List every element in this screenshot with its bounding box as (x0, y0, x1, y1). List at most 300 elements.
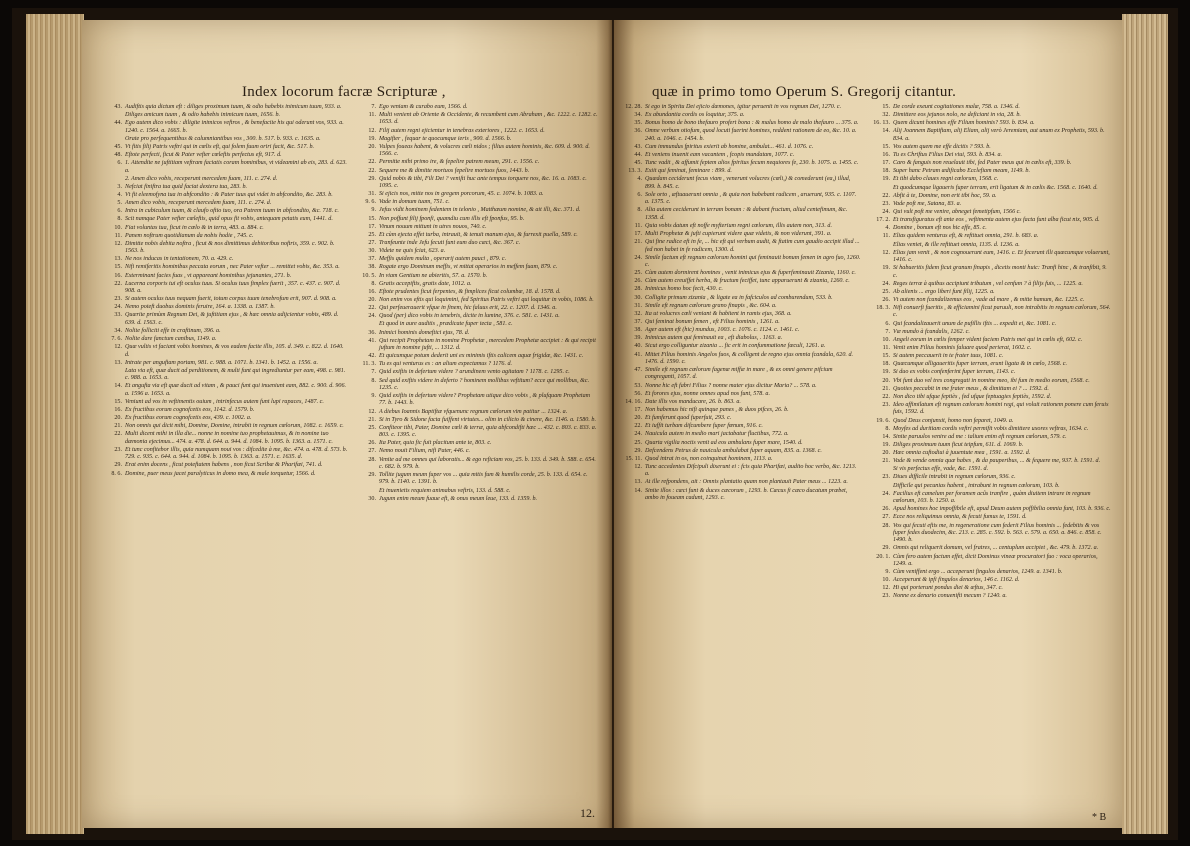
verse-number: 23. (882, 593, 890, 600)
verse-number: 10. (882, 577, 890, 584)
verse-text: Et tibi dabo claues regni cœlorum, 1568. c. (893, 176, 999, 183)
verse-number: 53. (634, 382, 642, 389)
index-entry (358, 273, 598, 280)
verse-text: Scit namque Pater vefter cœleftis, quid opus fit vobis, antequam petatis eum, 1441. d. (125, 216, 333, 223)
index-entry (104, 192, 348, 199)
verse-number: 16. 13. (873, 120, 890, 127)
verse-number: 7. (885, 328, 890, 335)
index-entry (104, 112, 348, 119)
verse-number (104, 176, 125, 183)
verse-text: Diliges proximum tuum ficut teipfum, 611. d. 1069. b. (893, 441, 1024, 448)
verse-number (104, 368, 125, 383)
verse-number: 43. (634, 143, 642, 150)
verse-text: Non dico tibi ufque feptiès , fed ufque feptuagies feptiès, 1592. d. (893, 393, 1052, 400)
index-entry (358, 338, 598, 353)
verse-text: 1. Attendite ne juftitiam veftram faciatis coram hominibus, vt videamini ab eis, 283. d. 623. a. (125, 160, 347, 174)
verse-number: 16. (882, 152, 890, 159)
verse-text: Non poffunt filij fponfi, quamdiu cum illis eft fponfus, 95. b. (379, 215, 525, 222)
verse-text: Abfit à te, Domine, non erit tibi hoc, 59. a. (893, 192, 997, 199)
verse-text: Si ego in Spiritu Dei ejicio dæmones, igitur peruenit in vos regnum Dei, 1270. c. (645, 104, 842, 110)
verse-number: 17. (634, 231, 642, 238)
verse-text: Sinite illos : cæci funt & duces cæcorum , 1293. b. Cæcus fi cæco ducatum præbet, ambo in foueam cadunt, 1293. c. (645, 487, 848, 501)
index-entry (104, 471, 348, 478)
verse-number: 11. (882, 233, 890, 240)
index-entry (872, 225, 1112, 232)
right-page (614, 20, 1122, 828)
verse-number: 25. (634, 270, 642, 277)
verse-number: 6. (117, 160, 122, 167)
verse-number: 18. 3. (876, 305, 890, 312)
index-entry (872, 112, 1112, 119)
index-entry (104, 233, 348, 240)
verse-number: 22. (114, 431, 122, 438)
index-entry (624, 295, 862, 302)
verse-number: 20. (368, 296, 376, 303)
verse-text: Acceperunt & ipfi fingulos denarios, 146 c. 1162. d. (893, 577, 1020, 584)
index-entry (358, 289, 598, 296)
verse-text: Inimici hominis domeftici ejus, 78. d. (379, 329, 470, 336)
index-entry (358, 440, 598, 447)
verse-number: 15. (882, 104, 890, 110)
index-entry (104, 360, 348, 367)
verse-text: Eftote perfecti, ficut & Pater vefter cœleftis perfectus eft, 917. d. (125, 152, 282, 159)
verse-text: Omne verbum otiofum, quod locuti fuerint homines, reddent rationem de eo, &c. 10. a. 240. a. 1046. c. 1454. b. (645, 128, 857, 142)
index-entry (872, 289, 1112, 296)
verse-number: 15. (114, 264, 122, 271)
index-entry (872, 345, 1112, 352)
index-entry (624, 479, 862, 486)
index-entry (624, 168, 862, 175)
verse-text: Venite ad me omnes qui laboratis... & ego reficiam vos, 25. b. 133. d. 349. b. 588. c. 654. c. 682. b. 979. b. (379, 456, 596, 470)
verse-number: 12. (882, 249, 890, 256)
verse-text: Omnis qui reliquerit domum, vel fratres, ... centuplum accipiet , &c. 479. b. 1372. a. (893, 545, 1099, 552)
index-entry (872, 442, 1112, 449)
index-entry (624, 407, 862, 414)
index-entry (358, 224, 598, 231)
verse-number: 14. 16. (625, 398, 642, 405)
verse-text: Veniunt ad vos in veftimentis ouium , intrinfecus autem funt lupi rapaces, 1487. c. (125, 398, 324, 405)
verse-number: 32. (634, 310, 642, 317)
index-entry (624, 311, 862, 318)
verse-number: 12. 28. (625, 104, 642, 110)
verse-number: 11. (368, 112, 376, 119)
index-entry (872, 128, 1112, 143)
index-entry (624, 383, 862, 390)
verse-number: 28. (368, 456, 376, 463)
verse-text: Quid nobis & tibi, Fili Dei ? veniſti huc ante tempus torquere nos, &c. 16. a. 1083. c. 1095. c. (379, 175, 587, 190)
verse-number: 24. (882, 209, 890, 216)
verse-text: Vade in domum tuam, 751. c. (379, 199, 450, 206)
verse-text: Bonus homo de bono thefauro profert bona : & malus homo de malo thefauro ... 375. a. (645, 120, 859, 127)
index-entry (624, 239, 862, 254)
verse-number: 34. (114, 327, 122, 334)
verse-text: Multi dicent mihi in illa die... nonne in nomine tuo prophetauimus, & in nomine tuo dæmonia ejecimus... 474. a. 478. d. 644. a. 944. d. 1084. b. 1095. b. 1363. a. 1571. c. (125, 431, 333, 445)
index-entry (358, 159, 598, 166)
verse-number: 11. (882, 345, 890, 352)
verse-text: Et tunc confitebor illis, quia numquam noui vos : difcedite à me, &c. 474. a. 478. d. 573. b. 729. c. 935. c. 644. a. 944. d. 1084. b. 1095. b. 1363. a. 1571. c. 1635. d. (125, 446, 348, 461)
verse-text: Qui fcandalizauerit unum de pufillis iftis ... expedit ei, &c. 1081. c. (893, 320, 1057, 327)
verse-text: Quæcumque alligaueritis fuper terram, erunt ligata & in cœlo, 1568. c. (893, 361, 1067, 368)
index-entry (358, 232, 598, 239)
index-entry (624, 160, 862, 167)
verse-text: Nonne ex denario conuenifti mecum ? 1240. a. (893, 593, 1007, 600)
index-entry (104, 336, 348, 343)
verse-number: 20. 1. (876, 553, 890, 560)
right-column-2 (872, 104, 1112, 602)
verse-text: Sicut ergo colliguntur zizania ... fic erit in confummatione fæculi, 1261. a. (645, 343, 826, 350)
index-entry (104, 462, 348, 469)
verse-text: Si autem peccauerit in te frater tuus, 1081. c. (893, 353, 1004, 360)
index-entry (104, 208, 348, 215)
verse-text: Vos autem quem me effe dicitis ? 593. b. (893, 143, 991, 150)
index-entry (358, 393, 598, 408)
verse-text: Quod Deus conjunxit, homo non feparet, 1049. a. (893, 417, 1014, 424)
verse-text: Caro & fanguis non reuelauit tibi, fed Pater meus qui in cœlis eft, 339. b. (893, 160, 1072, 167)
verse-number: 23. (882, 402, 890, 409)
verse-number: 30. (634, 294, 642, 301)
index-entry (358, 281, 598, 288)
verse-number: 26. (368, 440, 376, 447)
verse-number: 17. (634, 406, 642, 413)
index-entry (872, 337, 1112, 344)
index-entry (104, 200, 348, 207)
right-column-1 (624, 104, 862, 503)
left-column-1 (104, 104, 348, 479)
verse-number: 12. (114, 344, 122, 351)
index-entry (624, 391, 862, 398)
index-entry (624, 270, 862, 277)
index-entry (104, 144, 348, 151)
verse-text: Permitte mihi primo ire, & fepelire patrem meum, 291. c. 1556. c. (379, 159, 540, 166)
index-entry (624, 464, 862, 479)
verse-number: 24. (114, 304, 122, 311)
verse-number: 24. (882, 280, 890, 287)
index-entry (624, 319, 862, 326)
index-entry (358, 104, 598, 111)
verse-number: 26. (882, 506, 890, 513)
verse-number: 16. (114, 406, 122, 413)
index-entry (104, 399, 348, 406)
verse-number: 48. (114, 152, 122, 159)
index-entry (872, 120, 1112, 127)
verse-text: Ideo affimilatum eft regnum cœlorum homini regi, qui voluit rationem ponere cum feruis fuis, 1592. d. (893, 402, 1109, 416)
index-entry (358, 361, 598, 368)
verse-number: 29. (368, 472, 376, 479)
index-entry (872, 168, 1112, 175)
verse-text: Domine, puer meus jacet paralyticus in domo mea, & male torquetur, 1566. d. (125, 470, 316, 477)
verse-number: 21. (882, 458, 890, 465)
index-entry (104, 136, 348, 143)
verse-text: Elias quidem venturus eft, & reftituet omnia, 291. b. 683. a. (893, 233, 1039, 240)
index-entry (624, 415, 862, 422)
verse-text: Dimittere eos jejunos nolo, ne deficiant in via, 28. b. (893, 112, 1021, 119)
verse-number: 27. (368, 448, 376, 455)
verse-text: Venit enim Filius hominis faluare quod perierat, 1602. c. (893, 345, 1032, 352)
verse-text: Cùm fero autem factum effet, dicit Dominus vineæ procuratori fuo : voca operarios, 1249. a. (893, 553, 1098, 567)
verse-text: Et quod in aure auditis , prædicate fuper tecta , 581. c. (379, 321, 513, 328)
index-entry (104, 104, 348, 111)
index-entry (872, 321, 1112, 328)
index-entry (624, 440, 862, 447)
verse-number: 19. (882, 176, 890, 183)
verse-text: Ab alienis ... ergo liberi funt filij, 1225. a. (893, 288, 995, 295)
verse-text: Non omnis qui dicit mihi, Domine, Domine, intrabit in regnum cœlorum, 1082. c. 1659. c. (125, 423, 344, 430)
index-entry (358, 256, 598, 263)
index-entry (624, 327, 862, 334)
index-entry (872, 394, 1112, 401)
verse-number: 8. (637, 207, 642, 214)
verse-number: 9. (885, 568, 890, 575)
verse-text: Nolite folliciti effe in craftinum, 396. a. (125, 327, 221, 334)
verse-text: Quoties peccabit in me frater meus , & dimittam ei ? ... 1592. d. (893, 385, 1049, 392)
verse-number: 6. (637, 191, 642, 198)
index-entry (872, 201, 1112, 208)
verse-number: 8. 6. (111, 470, 122, 477)
verse-text: Exiit qui feminat, feminare : 899. d. (645, 168, 732, 175)
index-entry (872, 176, 1112, 183)
verse-text: Ecce nos reliquimus omnia, & fecuti fumus te, 1591. d. (893, 514, 1027, 521)
index-entry (872, 217, 1112, 224)
verse-text: Confiteor tibi, Pater, Domine cœli & terræ, quia abfcondifti hæc ... 432. c. 803. c. 833. a. 803. c. 1395. c. (379, 424, 597, 439)
index-entry (872, 233, 1112, 240)
verse-number: 24. (882, 490, 890, 497)
verse-number: 25. (368, 424, 376, 431)
index-entry (872, 185, 1112, 192)
verse-text: Dimitte nobis debita noftra , ficut & nos dimittimus debitoribus noftris, 359. c. 902. b. 1563. b. (125, 240, 335, 255)
verse-number: 20. (368, 143, 376, 150)
index-entry (104, 415, 348, 422)
verse-text: Cum immundus fpiritus exierit ab homine, ambulat... 461. d. 1076. c. (645, 143, 814, 150)
verse-number: 44. (114, 120, 122, 127)
verse-text: Sequere me & dimitte mortuos fepelire mortuos fuos, 1443. b. (379, 167, 530, 174)
verse-text: 2. Amen dico vobis, receperunt mercedem fuam, 111. c. 274. d. (125, 175, 278, 182)
verse-text: Tu es Chriftus Filius Dei viui, 593. b. 834. a. (893, 152, 1003, 159)
verse-number: 17. 2. (876, 217, 890, 224)
verse-text: Nolite dare fanctum canibus, 1149. a. (125, 336, 217, 343)
verse-text: Sed quid exiftis videre in deferto ? hominem mollibus veftitum? ecce qui mollibus, &c. 1235. c. (379, 377, 590, 391)
verse-number: 21. (634, 239, 642, 246)
index-entry (358, 144, 598, 159)
index-entry (872, 418, 1112, 425)
verse-number (104, 136, 125, 143)
verse-text: Et inuenietis requiem animabus veftris, 133. d. 588. c. (379, 487, 511, 494)
index-entry (104, 152, 348, 159)
verse-text: Inimicus autem qui feminauit ea , eft diabolus, . 1163. a. (645, 335, 783, 342)
index-entry (872, 585, 1112, 592)
index-entry (624, 278, 862, 285)
verse-number (872, 483, 893, 490)
verse-number: 47. (634, 367, 642, 374)
verse-number: 26. (634, 278, 642, 285)
verse-number: 6. (885, 320, 890, 327)
index-entry (872, 378, 1112, 385)
index-entry (104, 304, 348, 311)
index-entry (104, 225, 348, 232)
verse-text: Ego veniam & curabo eum, 1566. d. (379, 104, 468, 110)
verse-text: Panem noftrum quotidianum da nobis hodie , 745. c. (125, 232, 254, 239)
verse-text: Quæ vultis vt faciant vobis homines, & vos eadem facite illis, 105. d. 349. c. 822. d. 1640. d. (125, 344, 344, 358)
index-entry (358, 457, 598, 472)
left-column-2 (358, 104, 598, 504)
index-entry (358, 168, 598, 175)
verse-number: 27. (882, 514, 890, 521)
verse-text: Si autem oculus tuus nequam fuerit, totum corpus tuum tenebrofum erit, 907. d. 908. a. (125, 296, 337, 303)
index-entry (872, 514, 1112, 521)
index-entry (624, 104, 862, 111)
verse-number: 29. (882, 545, 890, 552)
index-entry (358, 240, 598, 247)
verse-number: 30. (368, 248, 376, 255)
verse-text: Domine , bonum eft nos hic effe, 85. c. (893, 225, 987, 232)
verse-number: 44. (634, 152, 642, 159)
index-entry (104, 176, 348, 183)
index-entry (358, 191, 598, 198)
verse-text: Ego autem dico vobis : diligite inimicos veftros , & benefacite his qui oderunt vos, 933. a. 1240. c. 1564. a. 1665. b. (125, 120, 344, 134)
verse-text: Multi Prophetæ & jufti cupierunt videre quæ videtis, & non viderunt, 391. a. (645, 231, 832, 238)
verse-number: 35. (634, 120, 642, 127)
index-entry (872, 152, 1112, 159)
verse-number: 42. (368, 353, 376, 360)
verse-text: Ita Pater, quia fic fuit placitum ante te, 803. c. (379, 440, 492, 447)
verse-text: Elias veniet, & ille reftituet omnia, 1135. d. 1236. a. (893, 241, 1020, 248)
verse-number: 29. (368, 175, 376, 182)
index-entry (872, 104, 1112, 111)
index-entry (872, 361, 1112, 368)
verse-text: Cùm autem dormirent homines , venit inimicus ejus & fuperfeminauit Zizania, 1160. c. (645, 270, 856, 277)
verse-text: Si ejicis nos, mitte nos in gregem porcorum, 45. c. 1074. b. 1083. a. (379, 191, 544, 198)
verse-number: 9. (371, 393, 376, 400)
index-entry (104, 344, 348, 359)
index-entry (624, 335, 862, 342)
verse-text: Quem dicunt homines effe Filium hominis? 593. b. 834. a. (893, 120, 1035, 127)
verse-text: Diues difficile intrabit in regnum cœlorum, 936. c. (893, 474, 1016, 481)
index-entry (624, 152, 862, 159)
verse-number: 20. (882, 450, 890, 457)
verse-number: 14. (882, 433, 890, 440)
index-entry (624, 488, 862, 503)
verse-text: Gratis accepiftis, gratis date, 1012. a. (379, 280, 472, 287)
index-entry (104, 256, 348, 263)
verse-text: Vulpes foueas habent, & volucres cœli nidos ; filius autem hominis, &c. 609. d. 900. d. 1566. c. (379, 143, 590, 158)
index-entry (872, 144, 1112, 151)
index-entry (104, 184, 348, 191)
verse-text: Quærite primùm Regnum Dei, & juftitiam ejus , & hæc omnia adijcientur vobis, 489. d. 639. d. 1563. c. (125, 312, 339, 326)
verse-text: Alij Joannem Baptiftam, alij Eliam, alij verò Jeremiam, aut unum ex Prophetis, 593. b. 834. a. (893, 128, 1105, 142)
verse-number: 18. (882, 168, 890, 175)
index-entry (358, 248, 598, 255)
index-entry (358, 378, 598, 393)
verse-text: Ex abundantia cordis os loquitur, 375. a. (645, 112, 745, 119)
index-entry (358, 305, 598, 312)
index-entry (872, 386, 1112, 393)
verse-number: 16. (114, 272, 122, 279)
verse-text: Tunc vadit , & affumit feptem alios fpiritus fecum nequiores fe, 230. b. 1075. a. 1455. c. (645, 160, 859, 167)
verse-text: Quædam ceciderunt fecus viam , venerunt volucres (cœli,) & comederunt (ea,) illud, 899. b. 845. c. (645, 176, 851, 190)
verse-text: Nonne hic eft fabri Filius ? nonne mater ejus dicitur Maria? ... 578. a. (645, 382, 817, 389)
verse-number: 8. (371, 377, 376, 384)
index-entry (624, 431, 862, 438)
index-entry (624, 255, 862, 270)
verse-text: Qui vult poft me venire, abneget femetipfum, 1566 c. (893, 209, 1021, 216)
index-entry (872, 250, 1112, 265)
index-entry (872, 160, 1112, 167)
verse-text: Quid exiftis in defertum videre? Prophetam utique dico vobis , & plufquam Prophetam 77. b. 1443. b. (379, 393, 591, 407)
verse-text: Vinum nouum mittunt in utres nouos, 740. c. (379, 223, 487, 230)
verse-text: Hi qui porterunt pondus diei & æftus, 347. c. (893, 585, 1003, 592)
verse-text: Vos qui fecuti eftis me, in regeneratione cum federit Filius hominis ... fedebitis & vos fuper fedes duodecim, &c. 213. c. 285. c. 592. b. 563. c. 579. a. 650. a. 846. c. 858. c. 1490. b. (893, 522, 1102, 544)
index-entry (104, 383, 348, 398)
verse-number: 30. (368, 495, 376, 502)
verse-number (872, 242, 893, 249)
verse-text: Date illis vos manducare, 26. b. 863. a. (645, 398, 741, 405)
index-entry (872, 265, 1112, 280)
index-entry (872, 193, 1112, 200)
verse-number: 45. (634, 160, 642, 167)
verse-number: 16. (368, 288, 376, 295)
index-entry (624, 423, 862, 430)
index-entry (872, 297, 1112, 304)
verse-number: 23. (114, 446, 122, 453)
verse-text: Væ mundo à fcandalis, 1262. c. (893, 328, 970, 335)
verse-number: 20. (882, 377, 890, 384)
verse-text: Et quicumque potum dederit uni ex minimis iftis calicem aquæ frigidæ, &c. 1431. c. (379, 353, 584, 360)
index-entry (872, 434, 1112, 441)
index-entry (872, 281, 1112, 288)
verse-text: A diebus Ioannis Baptiftæ vfquenunc regnum cœlorum vim patitur ... 1324. a. (379, 408, 568, 415)
verse-number: 22. (368, 305, 376, 312)
verse-text: Exterminant facies fuas , vt appareant hominibus jejunantes, 271. b. (125, 272, 292, 279)
verse-text: Nemo poteft duobus dominis feruire, 164. a. 1338. a. 1387. b. (125, 304, 275, 311)
index-entry (624, 207, 862, 222)
verse-number: 10. 5. (362, 272, 376, 279)
verse-text: Inimicus homo hoc fecit, 430. c. (645, 286, 723, 293)
verse-number: 29. (634, 447, 642, 454)
verse-text: Apud homines hoc impoffibile eft, apud Deum autem poffibilia omnia funt, 103. b. 936. c. (893, 506, 1111, 513)
verse-number: 31. (368, 191, 376, 198)
left-running-head: Index locorum facræ Scripturæ , (242, 84, 446, 100)
index-entry (104, 447, 348, 462)
verse-text: Quod (per) dico vobis in tenebris, dicite in lumine, 376. c. 581. c. 1431. a. (379, 313, 560, 320)
index-entry (872, 353, 1112, 360)
verse-number: 13. 3. (628, 168, 642, 175)
verse-text: Qui recipit Prophetam in nomine Prophetæ , mercedem Prophetæ accipiet : & qui recipit juftum in nomine jufti, ... 1312. d. (379, 337, 596, 352)
verse-number: 19. (882, 265, 890, 272)
verse-number: 9. (371, 207, 376, 214)
verse-text: Amen dico vobis, receperunt mercedem fuam, 111. c. 274. d. (125, 200, 272, 207)
verse-text: Intrate per anguftam portam, 981. c. 988. a. 1071. b. 1341. b. 1452. a. 1556. a. (125, 359, 318, 366)
index-entry (358, 176, 598, 191)
verse-number: 7. (371, 369, 376, 376)
verse-text: Intra in cubiculum tuum, & claufo oftio tuo, ora Patrem tuum in abfcondito, &c. 718. c. (125, 208, 339, 215)
verse-number: 40. (634, 343, 642, 350)
verse-number: 9. 6. (365, 199, 376, 206)
index-entry (624, 128, 862, 143)
verse-number: 21. (114, 423, 122, 430)
index-entry (872, 523, 1112, 545)
verse-number: 27. (368, 240, 376, 246)
index-entry (872, 450, 1112, 457)
verse-number: 23. (882, 200, 890, 207)
verse-number: 19. (882, 369, 890, 376)
verse-number: 22. (114, 280, 122, 287)
verse-number: 41. (368, 337, 376, 344)
index-entry (358, 313, 598, 320)
verse-number: 45. (114, 143, 122, 150)
index-entry (358, 199, 598, 206)
index-entry (104, 328, 348, 335)
verse-number: 38. (368, 264, 376, 271)
verse-text: Difficile qui pecunias habent , intrabunt in regnum cœlorum, 103. b. (893, 482, 1060, 489)
